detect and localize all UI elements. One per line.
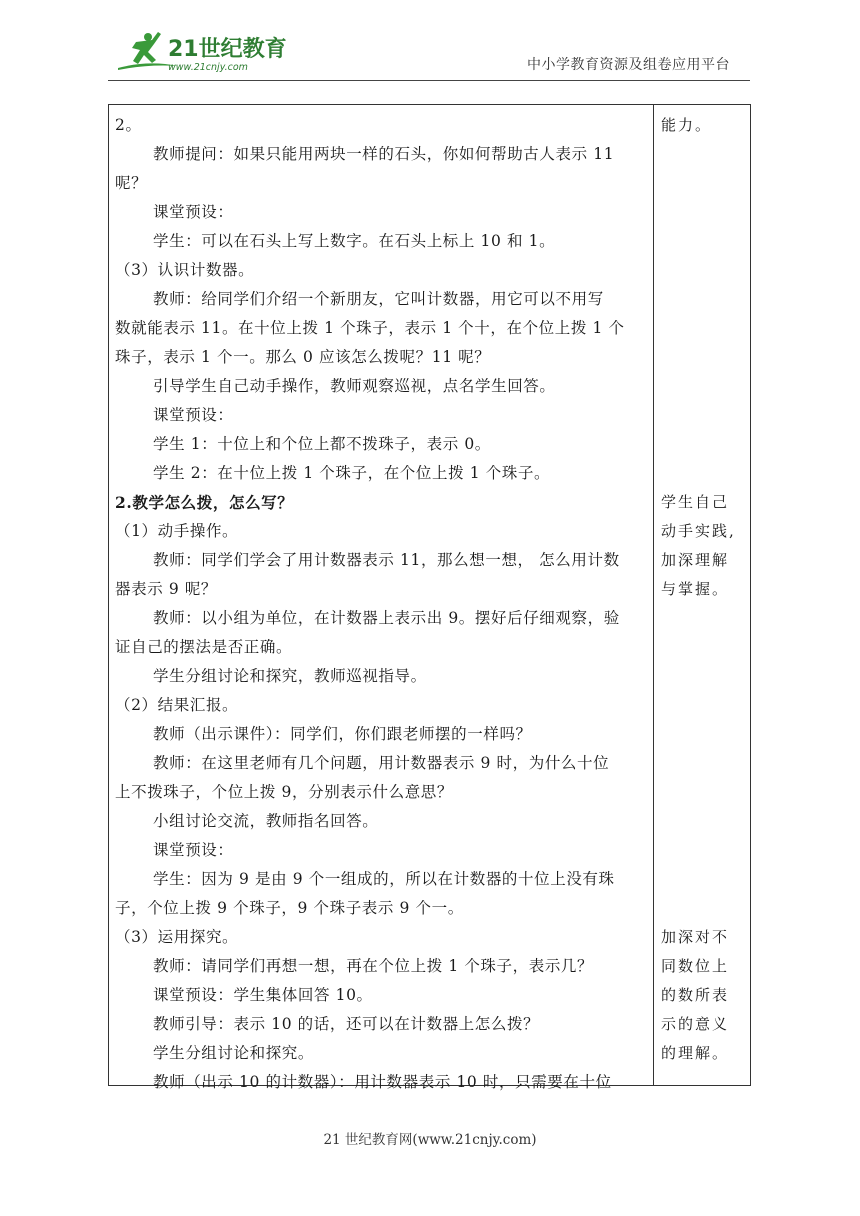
side-note-line: 示的意义	[661, 1015, 730, 1033]
svg-text:21世纪教育: 21世纪教育	[168, 37, 287, 62]
text-line: 课堂预设：	[153, 203, 234, 221]
text-line: 教师提问：如果只能用两块一样的石头，你如何帮助古人表示 11	[153, 145, 615, 163]
text-line: 学生分组讨论和探究。	[153, 1044, 315, 1062]
text-line: 小组讨论交流，教师指名回答。	[153, 812, 379, 830]
text-line: 课堂预设：	[153, 841, 234, 859]
text-line: 珠子，表示 1 个一。那么 0 应该怎么拨呢？11 呢？	[115, 348, 491, 366]
text-line: 上不拨珠子，个位上拨 9，分别表示什么意思？	[115, 783, 453, 801]
text-line: 子，个位上拨 9 个珠子，9 个珠子表示 9 个一。	[115, 899, 464, 917]
page-header	[0, 0, 860, 82]
text-line: 教师：请同学们再想一想，再在个位上拨 1 个珠子，表示几？	[153, 957, 594, 975]
text-line: 学生 1：十位上和个位上都不拨珠子，表示 0。	[153, 435, 491, 453]
column-divider	[653, 105, 654, 1085]
side-note-line: 加深对不	[661, 928, 730, 946]
page-footer: 21 世纪教育网(www.21cnjy.com)	[323, 1132, 537, 1148]
lesson-content-column	[115, 111, 649, 1097]
text-line: 数就能表示 11。在十位上拨 1 个珠子，表示 1 个十，在个位上拨 1 个	[115, 319, 625, 337]
text-line: 教师：给同学们介绍一个新朋友，它叫计数器，用它可以不用写	[153, 290, 604, 308]
svg-text:www.21cnjy.com: www.21cnjy.com	[168, 62, 248, 73]
platform-title: 中小学教育资源及组卷应用平台	[527, 57, 730, 73]
text-line: 呢？	[115, 174, 148, 192]
side-note-line: 动手实践,	[661, 522, 736, 540]
side-note-line: 的理解。	[661, 1044, 730, 1062]
text-line: 课堂预设：	[153, 406, 234, 424]
side-note-line: 加深理解	[661, 551, 730, 569]
text-line: （3）运用探究。	[115, 928, 239, 946]
text-line: 器表示 9 呢？	[115, 580, 218, 598]
text-line: （1）动手操作。	[115, 522, 239, 540]
section-heading: 2.教学怎么拨，怎么写？	[115, 493, 294, 512]
text-line: （2）结果汇报。	[115, 696, 239, 714]
text-line: 学生分组讨论和探究，教师巡视指导。	[153, 667, 427, 685]
side-note-line: 同数位上	[661, 957, 730, 975]
text-line: 教师：同学们学会了用计数器表示 11，那么想一想， 怎么用计数	[153, 551, 620, 569]
side-note	[661, 488, 745, 604]
text-line: 2。	[115, 116, 142, 134]
text-line: （3）认识计数器。	[115, 261, 255, 279]
text-line: 教师引导：表示 10 的话，还可以在计数器上怎么拨？	[153, 1015, 540, 1033]
text-line: 引导学生自己动手操作，教师观察巡视，点名学生回答。	[153, 377, 556, 395]
text-line: 教师：在这里老师有几个问题，用计数器表示 9 时，为什么十位	[153, 754, 610, 772]
side-note-line: 与掌握。	[661, 580, 730, 598]
text-line: 教师（出示课件）：同学们，你们跟老师摆的一样吗？	[153, 725, 532, 743]
side-note-line: 学生自己	[661, 493, 730, 511]
text-line: 学生：因为 9 是由 9 个一组成的，所以在计数器的十位上没有珠	[153, 870, 615, 888]
site-logo	[118, 30, 288, 74]
text-line: 证自己的摆法是否正确。	[115, 638, 293, 656]
text-line: 教师：以小组为单位，在计数器上表示出 9。摆好后仔细观察，验	[153, 609, 620, 627]
text-line: 学生 2：在十位上拨 1 个珠子，在个位上拨 1 个珠子。	[153, 464, 551, 482]
side-note	[661, 111, 745, 140]
side-note-line: 的数所表	[661, 986, 730, 1004]
text-line: 学生：可以在石头上写上数字。在石头上标上 10 和 1。	[153, 232, 556, 250]
text-line: 教师（出示 10 的计数器）：用计数器表示 10 时，只需要在十位	[153, 1073, 612, 1091]
side-note-line: 能力。	[661, 116, 713, 134]
lesson-table	[108, 104, 751, 1091]
side-note	[661, 923, 745, 1068]
text-line: 课堂预设：学生集体回答 10。	[153, 986, 373, 1004]
header-divider	[108, 80, 750, 81]
